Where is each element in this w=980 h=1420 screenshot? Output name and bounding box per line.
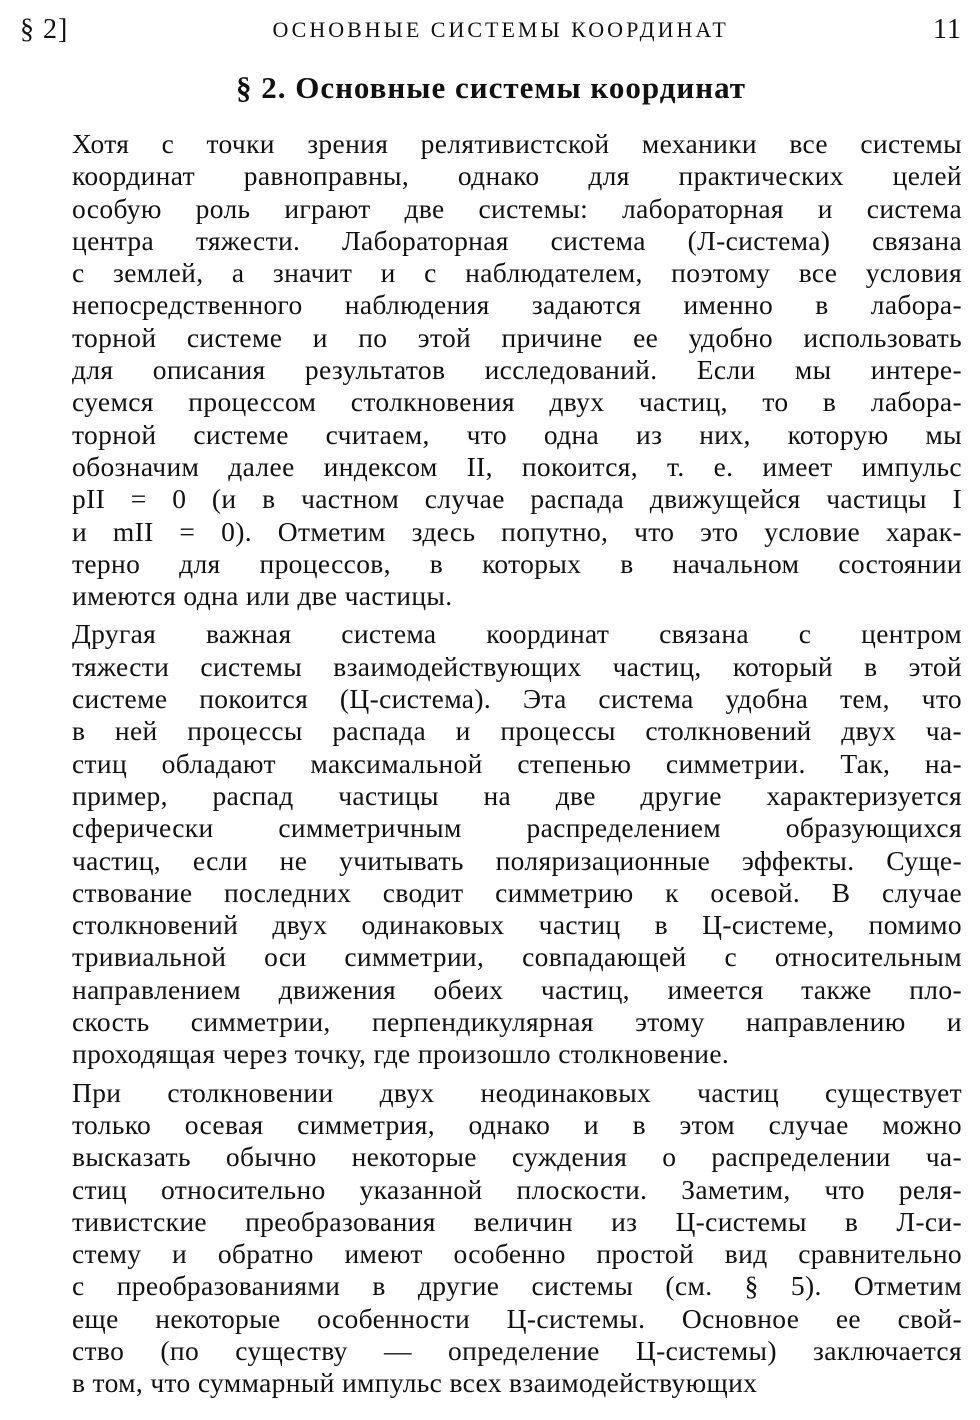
text-line: ствование последних сводит симметрию к осевой. В случае [72,876,962,908]
text-line: в ней процессы распада и процессы столкновений двух ча- [72,715,962,747]
text-line: в том, что суммарный импульс всех взаимодействующих [72,1367,758,1399]
text-line: торной системе и по этой причине ее удобно использовать [72,321,962,353]
text-line: столкновений двух одинаковых частиц в Ц-системе, помимо [72,909,962,941]
book-page [20,0,962,1420]
text-line: с землей, а значит и с наблюдателем, поэтому все условия [72,257,962,289]
text-line: Другая важная система координат связана с центром [72,618,962,650]
text-line: При столкновении двух неодинаковых частиц существует [72,1076,962,1108]
text-line: Хотя с точки зрения релятивистской механики все системы [72,128,962,159]
text-line: направлением движения обеих частиц, имеется также пло- [72,973,962,1005]
text-line: для описания результатов исследований. Если мы интере- [72,354,962,386]
text-line: центра тяжести. Лабораторная система (Л-система) связана [72,224,962,256]
paragraph [20,618,962,1070]
text-line: непосредственного наблюдения задаются именно в лабора- [72,289,962,321]
text-line: тривиальной оси симметрии, совпадающей с относительным [72,941,962,973]
text-line: тяжести системы взаимодействующих частиц, который в этой [72,650,962,682]
text-line: pII = 0 (и в частном случае распада движущейся частицы I [72,483,962,515]
text-line: координат равноправны, однако для практических целей [72,160,962,192]
text-line: имеются одна или две частицы. [72,580,453,612]
text-line: стиц обладают максимальной степенью симметрии. Так, на- [72,747,962,779]
text-line: обозначим далее индексом II, покоится, т. е. имеет импульс [72,450,962,482]
text-line: системе покоится (Ц-система). Эта система удобна тем, что [72,683,962,715]
text-line: терно для процессов, в которых в начальном состоянии [72,547,962,579]
text-line: стиц относительно указанной плоскости. Заметим, что реля- [72,1173,962,1205]
text-line: суемся процессом столкновения двух частиц, то в лабора- [72,386,962,418]
header-section-mark: § 2] [20,14,69,45]
text-line: еще некоторые особенности Ц-системы. Основное ее свой- [72,1302,962,1334]
text-line: только осевая симметрия, однако и в этом случае можно [72,1108,962,1140]
text-line: скость симметрии, перпендикулярная этому направлению и [72,1006,962,1038]
text-line: проходящая через точку, где произошло столкновение. [72,1038,730,1070]
text-line: стему и обратно имеют особенно простой вид сравнительно [72,1238,962,1270]
text-line: сферически симметричным распределением образующихся [72,812,962,844]
text-line: тивистские преобразования величин из Ц-системы в Л-си- [72,1205,962,1237]
header-page-number: 11 [933,14,962,45]
text-line: ство (по существу — определение Ц-системы) заключается [72,1334,962,1366]
text-line: высказать обычно некоторые суждения о распределении ча- [72,1141,962,1173]
paragraph [20,1077,962,1400]
text-line: с преобразованиями в другие системы (см. § 5). Отметим [72,1270,962,1302]
text-line: частиц, если не учитывать поляризационные эффекты. Суще- [72,844,962,876]
text-line: и mII = 0). Отметим здесь попутно, что это условие харак- [72,515,962,547]
paragraph [20,128,962,612]
section-title: § 2. Основные системы координат [235,70,747,105]
running-header [20,12,962,48]
text-line: особую роль играют две системы: лабораторная и система [72,192,962,224]
text-line: торной системе считаем, что одна из них, которую мы [72,418,962,450]
header-running-title: ОСНОВНЫЕ СИСТЕМЫ КООРДИНАТ [272,17,729,42]
text-line: пример, распад частицы на две другие характеризуется [72,779,962,811]
body-text [20,128,962,1400]
